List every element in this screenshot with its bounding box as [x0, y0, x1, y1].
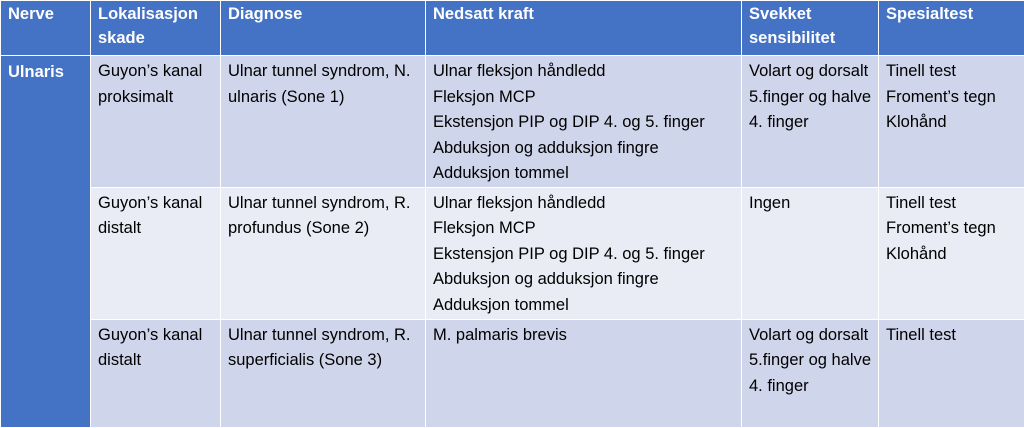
special-test-item: Tinell test: [886, 191, 1017, 217]
special-test-cell: [879, 319, 1024, 427]
sensibility-cell: Volart og dorsalt 5.finger og halve 4. finger: [742, 319, 879, 427]
special-test-item: Klohånd: [886, 242, 1017, 268]
special-test-cell: [879, 187, 1024, 319]
special-test-item: Tinell test: [886, 59, 1017, 85]
header-diagnosis: Diagnose: [221, 1, 426, 56]
weakness-item: Ekstensjon PIP og DIP 4. og 5. finger: [433, 110, 734, 136]
header-nerve: Nerve: [1, 1, 91, 56]
special-test-cell: [879, 56, 1024, 188]
header-weakness: Nedsatt kraft: [426, 1, 742, 56]
special-test-item: Klohånd: [886, 110, 1017, 136]
location-cell: Guyon’s kanal distalt: [91, 187, 221, 319]
special-test-item: Froment’s tegn: [886, 85, 1017, 111]
location-cell: Guyon’s kanal proksimalt: [91, 56, 221, 188]
table-row: [1, 187, 1024, 319]
header-location: Lokalisasjon skade: [91, 1, 221, 56]
diagnosis-cell: Ulnar tunnel syndrom, R. superficialis (Sone 3): [221, 319, 426, 427]
weakness-item: Ulnar fleksjon håndledd: [433, 59, 734, 85]
weakness-item: Fleksjon MCP: [433, 85, 734, 111]
weakness-item: Ekstensjon PIP og DIP 4. og 5. finger: [433, 242, 734, 268]
weakness-cell: [426, 319, 742, 427]
header-special-test: Spesialtest: [879, 1, 1024, 56]
weakness-item: M. palmaris brevis: [433, 323, 734, 349]
weakness-item: Adduksjon tommel: [433, 293, 734, 319]
diagnosis-cell: Ulnar tunnel syndrom, R. profundus (Sone 2): [221, 187, 426, 319]
table-row: [1, 56, 1024, 188]
diagnosis-cell: Ulnar tunnel syndrom, N. ulnaris (Sone 1): [221, 56, 426, 188]
weakness-item: Abduksjon og adduksjon fingre: [433, 267, 734, 293]
table-header-row: [1, 1, 1024, 56]
weakness-cell: [426, 187, 742, 319]
table-row: [1, 319, 1024, 427]
location-cell: Guyon’s kanal distalt: [91, 319, 221, 427]
sensibility-cell: Volart og dorsalt 5.finger og halve 4. finger: [742, 56, 879, 188]
weakness-cell: [426, 56, 742, 188]
nerve-cell: Ulnaris: [1, 56, 91, 428]
weakness-item: Abduksjon og adduksjon fingre: [433, 136, 734, 162]
weakness-item: Fleksjon MCP: [433, 216, 734, 242]
special-test-item: Froment’s tegn: [886, 216, 1017, 242]
special-test-item: Tinell test: [886, 323, 1017, 349]
header-sensibility: Svekket sensibilitet: [742, 1, 879, 56]
sensibility-cell: Ingen: [742, 187, 879, 319]
weakness-item: Ulnar fleksjon håndledd: [433, 191, 734, 217]
weakness-item: Adduksjon tommel: [433, 161, 734, 187]
